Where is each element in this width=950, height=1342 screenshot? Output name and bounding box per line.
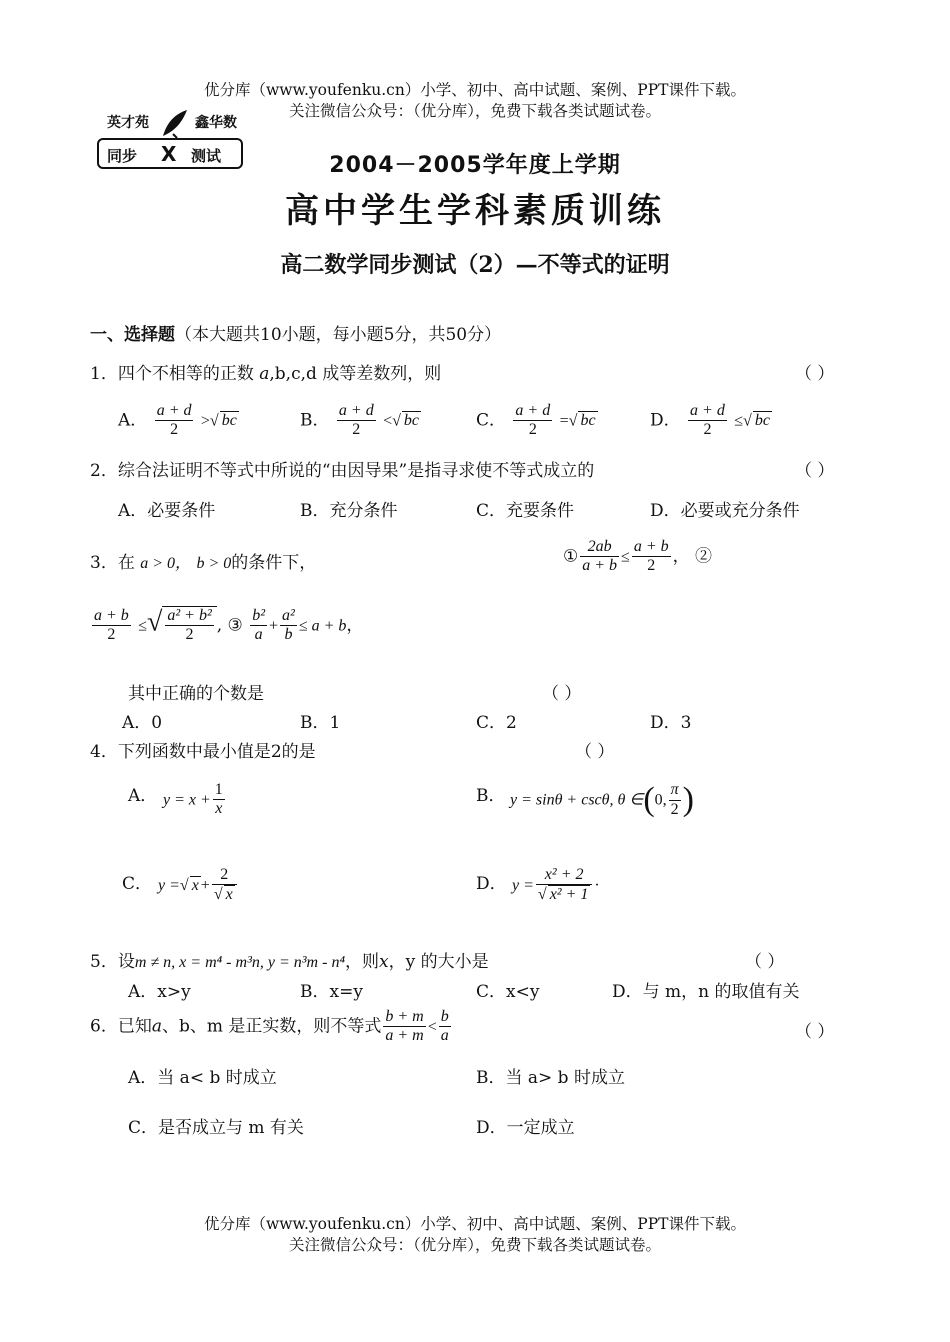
q6-a: a: [151, 1016, 162, 1037]
radicand: bc: [221, 412, 237, 430]
denominator: 2: [528, 421, 537, 439]
logo-bottom-left: 同步: [107, 147, 138, 165]
q3-answer-paren: （ ）: [542, 684, 582, 704]
q5-stem-2: ，则: [345, 952, 379, 972]
q3-marker-1: ①: [563, 546, 579, 567]
q3-marker-3: , ③: [216, 615, 243, 636]
rhs: ≤ a + b: [298, 617, 347, 635]
denominator: a + b: [582, 557, 618, 575]
expr: y = sinθ + cscθ, θ ∈: [510, 791, 644, 809]
q1-answer-paren: （ ）: [795, 364, 835, 384]
q5-option-a: A．x>y: [128, 982, 191, 1002]
q3-cond-b: b > 0: [196, 555, 232, 572]
relation: ≤: [138, 617, 147, 635]
q6-stem-2: 、b、m 是正实数，则不等式: [161, 1016, 382, 1037]
fraction: [280, 607, 297, 645]
numerator: b: [439, 1008, 451, 1027]
q1-c-label: C．: [476, 410, 507, 431]
denominator: 2: [670, 800, 679, 818]
q1-stem-b: a: [259, 364, 270, 384]
q3-stem-3: 其中正确的个数是: [128, 684, 264, 704]
numerator: a + d: [337, 402, 376, 421]
q6-option-a: A．当 a< b 时成立: [128, 1068, 277, 1088]
fraction: [337, 402, 376, 440]
q3-stem-2: 的条件下，: [231, 553, 317, 573]
q3-cond-a: a > 0，: [140, 555, 192, 572]
fraction: [92, 607, 131, 645]
q1-stem-a: 1．四个不相等的正数: [90, 364, 260, 384]
q2-option-d: D．必要或充分条件: [650, 501, 800, 521]
fraction: [165, 607, 213, 645]
fraction: [669, 781, 681, 819]
q6-stem: [90, 1008, 453, 1046]
expr: y =: [158, 876, 180, 894]
radicand: x: [191, 876, 199, 894]
radicand: bc: [754, 412, 770, 430]
q5-answer-paren: （ ）: [745, 952, 785, 972]
q1-d-label: D．: [650, 410, 681, 431]
q4-option-a-expr: [163, 781, 227, 819]
q4-option-d-label: D．: [476, 874, 507, 894]
section-label: 一、选择题: [90, 325, 175, 345]
fraction: [213, 781, 225, 819]
relation: <: [427, 1018, 437, 1036]
q1-option-c: C． $\frac{a + d}{2}$ =√ bc: [476, 402, 596, 439]
logo-right-text: 鑫华数: [195, 115, 237, 131]
relation: >: [200, 412, 210, 430]
fraction: $\frac{\text{x² + 2}}{\text{√ x² + 1}}$: [536, 866, 592, 905]
denominator-radicand: x² + 1: [549, 886, 589, 904]
q5-option-d: D．与 m，n 的取值有关: [612, 982, 800, 1002]
q1-option-a: A． $\frac{a + d}{2}$ >√ bc: [118, 402, 237, 439]
title-year: 2004－2005学年度上学期: [329, 153, 621, 178]
numerator: a + d: [155, 402, 194, 421]
q6-answer-paren: （ ）: [795, 1022, 835, 1042]
denominator: a: [254, 626, 263, 644]
numerator: a + d: [688, 402, 727, 421]
q2-stem: 2．综合法证明不等式中所说的“由因导果”是指寻求使不等式成立的: [90, 461, 595, 481]
section-heading: [90, 320, 501, 345]
numerator: 2: [212, 866, 237, 885]
numerator: a + b: [92, 607, 131, 626]
plus: +: [269, 617, 279, 635]
q3-items-2-3: $\frac{a + b}{2}$ ≤√ $\frac{\text{a² + b²}}{2}$ , ③ $\frac{\text{b²}}{a}$ + $\frac{\text{a²}}{b}$ ≤ a + b，: [94, 606, 364, 644]
comma: ，: [346, 615, 364, 636]
q5-option-b: B．x=y: [300, 982, 363, 1002]
radicand: bc: [403, 412, 420, 430]
q1-stem-c: ,b,c,d 成等差数列，则: [269, 364, 442, 384]
q3-stem-1: 3．在: [90, 553, 135, 573]
numerator: b + m: [383, 1008, 425, 1027]
logo-bottom-x: X: [161, 142, 177, 166]
dot: ·: [594, 876, 600, 894]
q2-answer-paren: （ ）: [795, 461, 835, 481]
footer-line-1: 优分库（www.youfenku.cn）小学、初中、高中试题、案例、PPT课件下载。: [203, 1215, 747, 1233]
numerator: π: [669, 781, 681, 800]
q4-option-a-label: A．: [128, 786, 158, 806]
q4-option-d-expr: [512, 866, 600, 905]
denominator: 2: [647, 557, 656, 575]
denominator: 2: [703, 421, 712, 439]
expr: y =: [512, 876, 534, 894]
q3-option-d: D．3: [650, 713, 692, 733]
q3-item-1: [563, 538, 712, 576]
q4-option-c-label: C．: [122, 874, 153, 894]
radicand: bc: [580, 412, 596, 430]
expr: y = x +: [163, 791, 211, 809]
q5-stem-1: 5．设: [90, 952, 135, 972]
leaf-icon: [159, 108, 189, 138]
numerator: a²: [280, 607, 297, 626]
fraction: [155, 402, 194, 440]
relation: ≤: [734, 412, 744, 430]
denominator: b: [284, 626, 293, 644]
denominator: 2: [170, 421, 179, 439]
logo-bottom-right: 测试: [191, 147, 222, 165]
plus: +: [200, 876, 210, 894]
q5-option-c: C．x<y: [476, 982, 540, 1002]
numerator: a² + b²: [165, 607, 213, 626]
q1-option-d: D． $\frac{a + d}{2}$ ≤√ bc: [650, 402, 770, 439]
denominator: 2: [185, 626, 194, 644]
numerator: a + d: [513, 402, 552, 421]
q3-option-a: A．0: [122, 713, 163, 733]
q3-stem: [90, 548, 316, 573]
q2-option-c: C．充要条件: [476, 501, 575, 521]
numerator: 1: [213, 781, 225, 800]
header-line-1: 优分库（www.youfenku.cn）小学、初中、高中试题、案例、PPT课件下载。: [203, 81, 747, 99]
q5-expr: m ≠ n, x = m⁴ - m³n, y = n³m - n⁴: [134, 954, 345, 971]
big-root: [162, 606, 216, 645]
fraction: [250, 607, 267, 645]
relation: =: [559, 412, 569, 430]
q6-option-c: C．是否成立与 m 有关: [128, 1118, 304, 1138]
denominator: a + m: [385, 1027, 424, 1045]
numerator: x² + 2: [536, 866, 592, 885]
footer-line-2: 关注微信公众号：（优分库），免费下载各类试题试卷。: [288, 1236, 661, 1254]
section-note: （本大题共10小题，每小题5分，共50分）: [175, 325, 502, 345]
numerator: b²: [250, 607, 267, 626]
fraction: [580, 538, 619, 576]
logo-left-text: 英才苑: [107, 115, 149, 131]
q3-option-c: C．2: [476, 713, 517, 733]
q4-answer-paren: （ ）: [575, 742, 615, 762]
interval-left: 0,: [654, 791, 667, 809]
q5-stem-3: ，y 的大小是: [388, 952, 489, 972]
relation: <: [383, 412, 393, 430]
q1-a-label: A．: [118, 410, 148, 431]
q4-option-b-expr: y = sinθ + cscθ, θ ∈(0, $\frac{\pi}{2}$ ): [510, 781, 694, 818]
q4-option-b-label: B．: [476, 786, 506, 806]
denominator: a: [440, 1027, 449, 1045]
title-sub: 高二数学同步测试（2）—不等式的证明: [280, 252, 670, 278]
fraction: [688, 402, 727, 440]
fraction: [632, 538, 671, 576]
relation: ≤: [621, 548, 630, 566]
q3-marker-2: ， ②: [672, 546, 713, 567]
title-main: 高中学生学科素质训练: [285, 191, 665, 231]
denominator: 2: [107, 626, 116, 644]
numerator: 2ab: [580, 538, 619, 557]
q6-option-d: D．一定成立: [476, 1118, 575, 1138]
fraction: [383, 1008, 425, 1046]
q2-option-b: B．充分条件: [300, 501, 398, 521]
q6-stem-1: 6．已知: [90, 1016, 152, 1037]
q2-option-a: A．必要条件: [118, 501, 216, 521]
header-line-2: 关注微信公众号：（优分库），免费下载各类试题试卷。: [288, 102, 661, 120]
q1-option-b: B． $\frac{a + d}{2}$ <√ bc: [300, 402, 420, 439]
fraction: [513, 402, 552, 440]
fraction: $\frac{2}{√ x}$: [212, 866, 237, 905]
denominator: x: [215, 800, 223, 818]
q1-b-label: B．: [300, 410, 330, 431]
q4-stem: 4．下列函数中最小值是2的是: [90, 742, 316, 762]
denominator-radicand: x: [225, 886, 233, 904]
numerator: a + b: [632, 538, 671, 557]
q4-option-c-expr: y =√ x + $\frac{2}{√ x}$: [158, 866, 239, 905]
q5-x: x: [379, 952, 389, 972]
denominator: 2: [352, 421, 361, 439]
fraction: [439, 1008, 451, 1046]
q3-option-b: B．1: [300, 713, 341, 733]
q1-stem: [90, 359, 441, 384]
q5-stem: [90, 947, 489, 972]
q6-option-b: B．当 a> b 时成立: [476, 1068, 625, 1088]
